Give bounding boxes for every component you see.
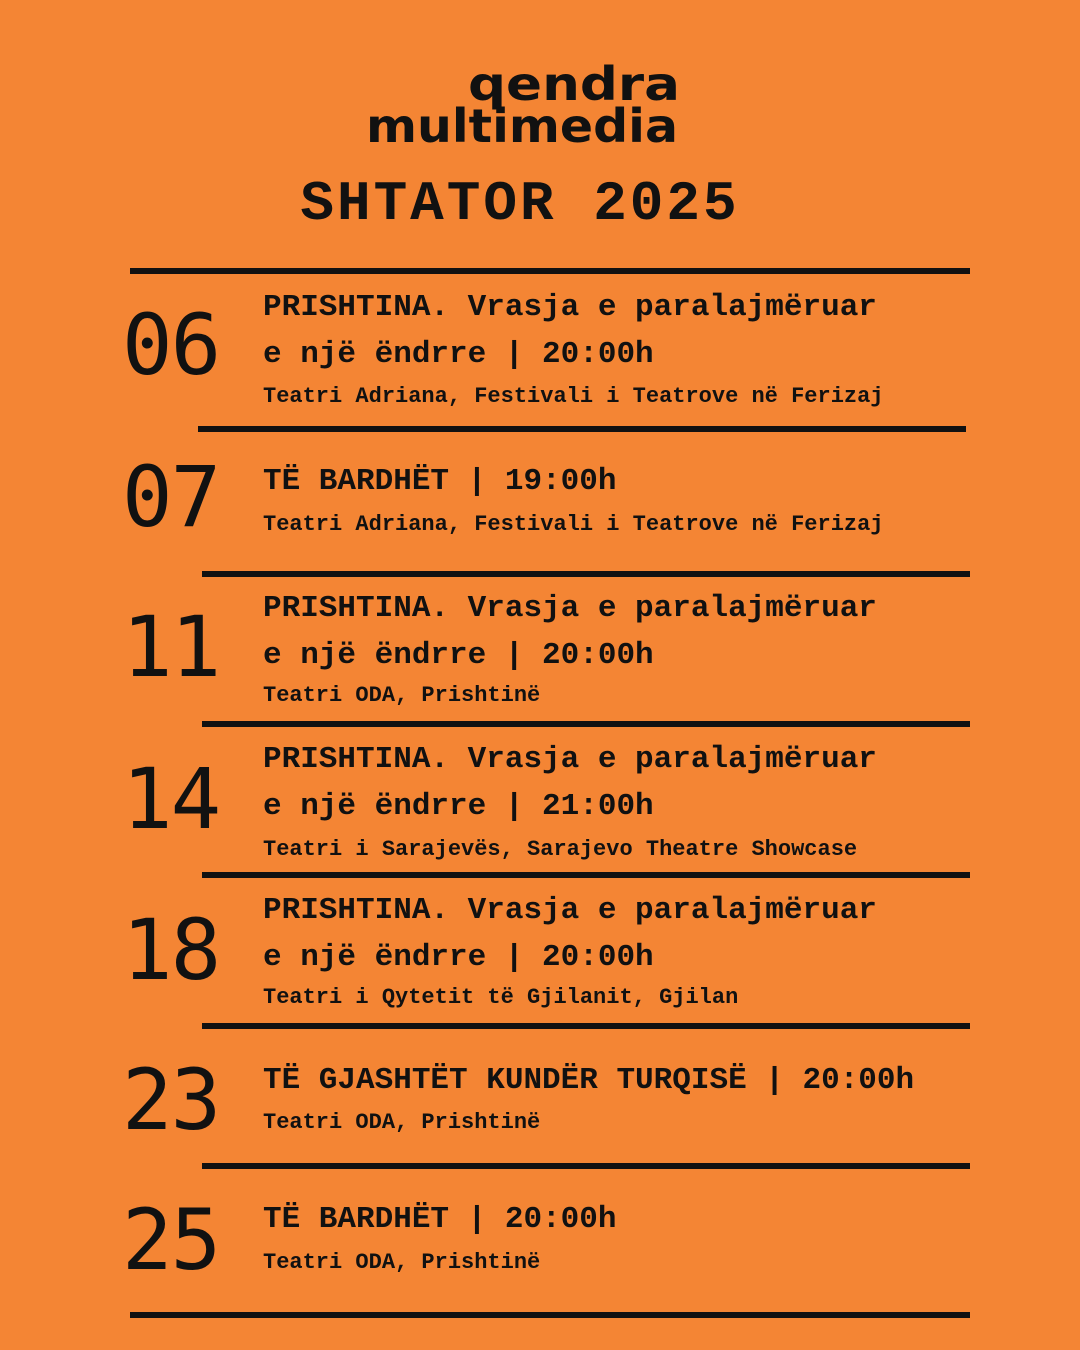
event-venue: Teatri i Qytetit të Gjilanit, Gjilan xyxy=(263,985,739,1010)
event-title-line-2: e një ëndrre | 21:00h xyxy=(263,789,654,824)
divider xyxy=(202,1023,970,1029)
divider xyxy=(202,872,970,878)
divider xyxy=(130,268,970,274)
event-title-line-1: TË BARDHËT | 20:00h xyxy=(263,1202,617,1237)
divider xyxy=(130,1312,970,1318)
event-title-line-1: PRISHTINA. Vrasja e paralajmëruar xyxy=(263,591,877,626)
event-day: 06 xyxy=(122,296,220,394)
event-title-line-1: TË GJASHTËT KUNDËR TURQISË | 20:00h xyxy=(263,1063,915,1098)
event-title-line-2: e një ëndrre | 20:00h xyxy=(263,337,654,372)
event-venue: Teatri ODA, Prishtinë xyxy=(263,1250,541,1275)
qendra-multimedia-logo xyxy=(362,62,682,152)
event-venue: Teatri Adriana, Festivali i Teatrove në Ferizaj xyxy=(263,384,884,409)
event-title-line-2: e një ëndrre | 20:00h xyxy=(263,638,654,673)
event-day: 18 xyxy=(122,901,220,999)
event-title-line-2: e një ëndrre | 20:00h xyxy=(263,940,654,975)
divider xyxy=(198,426,966,432)
event-title-line-1: TË BARDHËT | 19:00h xyxy=(263,464,617,499)
logo-line-1: qendra xyxy=(468,62,680,111)
event-title-line-1: PRISHTINA. Vrasja e paralajmëruar xyxy=(263,742,877,777)
event-venue: Teatri Adriana, Festivali i Teatrove në Ferizaj xyxy=(263,512,884,537)
month-title: SHTATOR 2025 xyxy=(300,172,740,236)
event-day: 25 xyxy=(122,1191,220,1289)
event-day: 11 xyxy=(122,598,220,696)
event-day: 14 xyxy=(122,750,220,848)
event-day: 23 xyxy=(122,1051,220,1149)
logo-line-2: multimedia xyxy=(366,99,678,152)
divider xyxy=(202,1163,970,1169)
event-day: 07 xyxy=(122,448,220,546)
event-title-line-1: PRISHTINA. Vrasja e paralajmëruar xyxy=(263,893,877,928)
event-venue: Teatri ODA, Prishtinë xyxy=(263,1110,541,1135)
event-title-line-1: PRISHTINA. Vrasja e paralajmëruar xyxy=(263,290,877,325)
logo-wordmark xyxy=(362,62,682,152)
divider xyxy=(202,721,970,727)
event-venue: Teatri i Sarajevës, Sarajevo Theatre Showcase xyxy=(263,837,858,862)
divider xyxy=(202,571,970,577)
event-venue: Teatri ODA, Prishtinë xyxy=(263,683,541,708)
